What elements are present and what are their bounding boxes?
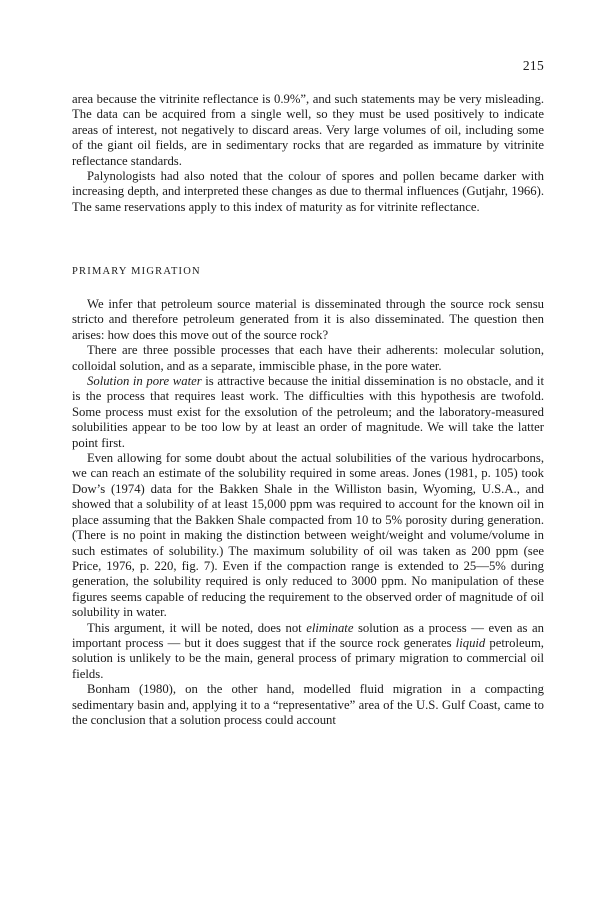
paragraph-dissemination: We infer that petroleum source material is disseminated through the source rock sensu stricto and therefore petroleum generated from it is also disseminated. The question then arises: how does this move out of the source rock? — [72, 297, 544, 342]
paragraph-palynologists: Palynologists had also noted that the colour of spores and pollen became darker with increasing depth, and interpreted these changes as due to thermal influences (Gutjahr, 1966). The same reservations apply to this index of maturity as for vitrinite reflectance. — [72, 169, 544, 214]
paragraph-solution-pore-water — [72, 374, 544, 451]
paragraph-bonham: Bonham (1980), on the other hand, modelled fluid migration in a compacting sedimentary basin and, applying it to a “representative” area of the U.S. Gulf Coast, came to the conclusion that a solution process could account — [72, 682, 544, 727]
paragraph-text: solution as a process — even as an important process — but it does suggest that if the source rock generates — [72, 620, 544, 650]
paragraph-text: This argument, it will be noted, does not — [87, 620, 307, 635]
paragraph-text: petroleum, solution is unlikely to be the main, general process of primary migration to commercial oil fields. — [72, 635, 544, 681]
paragraph-solubility-estimate: Even allowing for some doubt about the actual solubilities of the various hydrocarbons, we can reach an estimate of the solubility required in some areas. Jones (1981, p. 105) took Dow’s (1974) data for the Bakken Shale in the Williston basin, Wyoming, U.S.A., and showed that a solubility of at least 15,000 ppm was required to account for the known oil in place assuming that the Bakken Shale compacted from 10 to 5% porosity during generation. (There is no point in making the distinction between weight/weight and volume/volume in such estimates of solubility.) The maximum solubility of oil was taken as 200 ppm (see Price, 1976, p. 220, fig. 7). Even if the compaction range is extended to 25—5% during generation, the solubility required is only reduced to 3000 ppm. No manipulation of these figures seems capable of reducing the requirement to the observed order of magnitude of oil solubility in water. — [72, 451, 544, 620]
emphasis-eliminate: eliminate — [306, 620, 354, 635]
section-heading: PRIMARY MIGRATION — [72, 266, 201, 277]
emphasis-solution-in-pore-water: Solution in pore water — [87, 374, 202, 389]
page-number: 215 — [522, 58, 544, 73]
paragraph-text: is attractive because the initial dissemination is no obstacle, and it is the process that requires least work. The difficulties with this hypothesis are twofold. Some process must exist for the exsolution of the petroleum; and the laboratory-measured solubilities appear to be too low by at least an order of magnitude. We will take the latter point first. — [72, 374, 544, 450]
paragraph-three-processes: There are three possible processes that each have their adherents: molecular solution, colloidal solution, and as a separate, immiscible phase, in the pore water. — [72, 343, 544, 373]
paragraph-argument — [72, 621, 544, 683]
primary-migration-text — [72, 297, 544, 728]
continued-text-block — [72, 92, 544, 215]
emphasis-liquid: liquid — [455, 635, 486, 650]
paragraph-vitrinite: area because the vitrinite reflectance is 0.9%”, and such statements may be very misleading. The data can be acquired from a single well, so they must be used positively to indicate areas of interest, not negatively to discard areas. Very large volumes of oil, including some of the giant oil fields, are in sedimentary rocks that are regarded as immature by vitrinite reflectance standards. — [72, 92, 544, 168]
